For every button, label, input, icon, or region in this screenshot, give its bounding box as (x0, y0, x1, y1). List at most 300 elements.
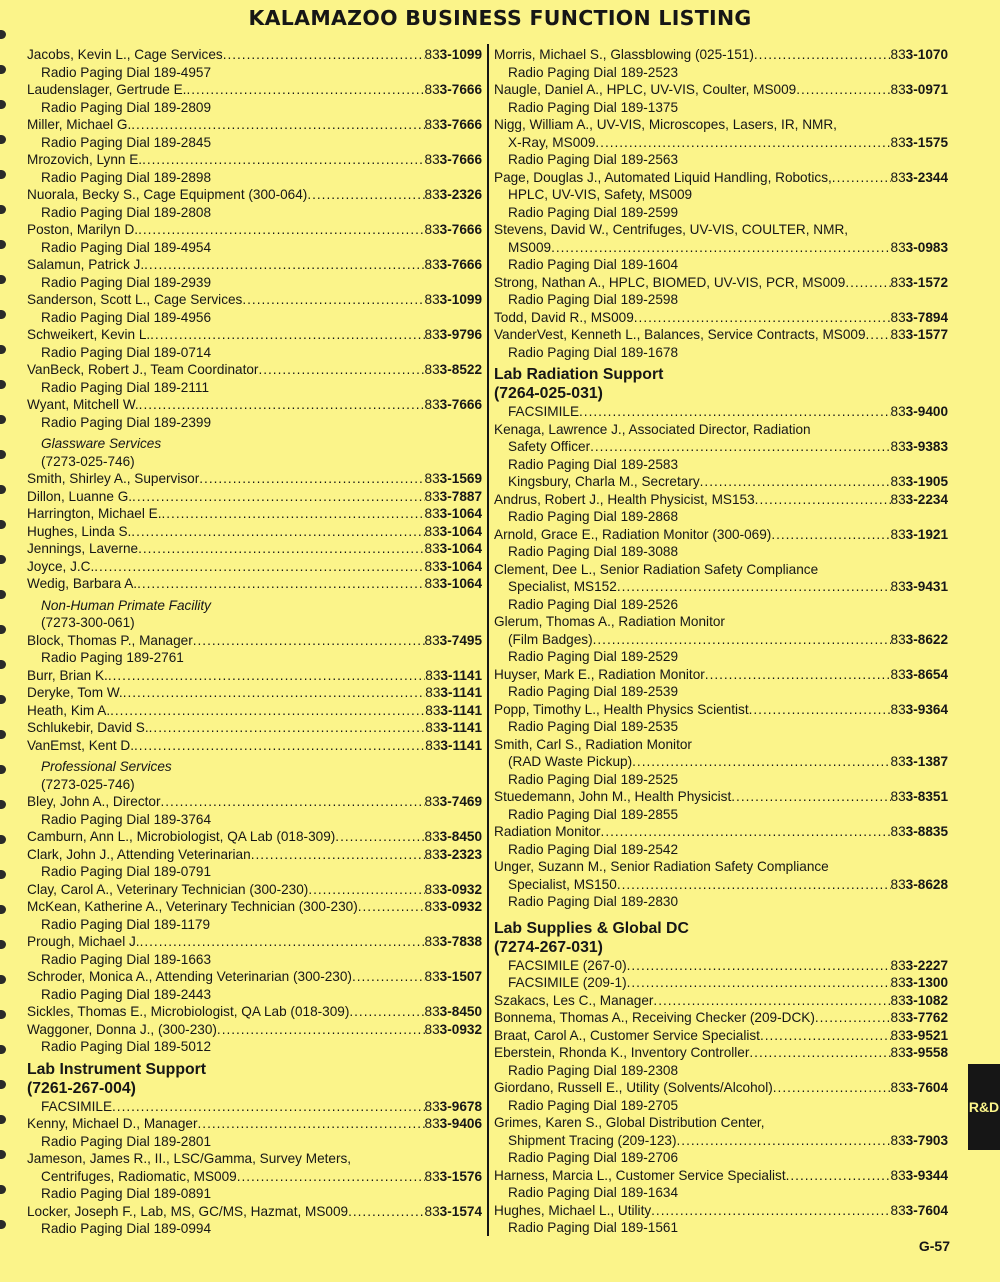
dot-leader (223, 46, 425, 64)
listing-entry (494, 274, 948, 292)
entry-phone: 833-9558 (890, 1045, 948, 1060)
dot-leader (677, 1132, 891, 1150)
paging-line: Radio Paging Dial 189-2308 (508, 1062, 679, 1078)
paging-line: Radio Paging Dial 189-2830 (508, 894, 679, 909)
listing-entry (27, 632, 482, 650)
entry-phone: 833-8622 (890, 631, 948, 647)
dot-leader (131, 523, 424, 541)
entry-phone: 833-2323 (424, 846, 482, 862)
dot-leader (134, 737, 425, 755)
entry-phone: 833-9400 (890, 404, 948, 419)
binder-hole (0, 730, 6, 739)
entry-phone: 833-7604 (890, 1202, 948, 1218)
section-title: Lab Radiation Support (494, 366, 664, 383)
entry-name: Hughes, Michael L., Utility (494, 1202, 652, 1218)
listing-entry (27, 1115, 482, 1133)
listing-entry (494, 134, 948, 152)
entry-phone: 833-9678 (424, 1098, 482, 1114)
dot-leader (142, 151, 424, 169)
entry-name: Huyser, Mark E., Radiation Monitor (494, 666, 705, 682)
dot-leader (832, 169, 891, 187)
dot-leader (786, 1167, 891, 1185)
entry-phone: 833-1569 (424, 471, 482, 486)
subsection-code: (7273-025-746) (41, 453, 135, 469)
entry-name: Strong, Nathan A., HPLC, BIOMED, UV-VIS, PCR, MS009 (494, 274, 846, 290)
entry-name: MS009 (508, 239, 552, 255)
entry-phone: 833-1300 (890, 975, 948, 990)
entry-name: FACSIMILE (209-1) (508, 975, 627, 990)
entry-phone: 833-1099 (424, 292, 482, 307)
binder-hole (0, 1185, 6, 1194)
dot-leader (349, 1003, 424, 1021)
dot-leader (186, 81, 424, 99)
paging-line: Radio Paging Dial 189-0994 (41, 1221, 212, 1236)
listing-entry (494, 473, 948, 491)
listing-block (27, 46, 482, 431)
listing-entry (27, 151, 482, 169)
dot-leader (595, 134, 890, 152)
listing-entry (27, 719, 482, 737)
section-title: Lab Instrument Support (27, 1060, 207, 1078)
binder-holes (0, 30, 8, 1250)
entry-name: X-Ray, MS009 (508, 134, 596, 150)
entry-phone: 833-9796 (424, 327, 482, 342)
listing-entry (27, 1098, 482, 1116)
dot-leader (632, 753, 890, 771)
dot-leader (160, 793, 424, 811)
listing-entry (27, 702, 482, 720)
entry-phone: 833-0983 (890, 239, 948, 255)
binder-hole (0, 835, 6, 844)
entry-name: Poston, Marilyn D. (27, 222, 139, 237)
entry-name: Andrus, Robert J., Health Physicist, MS153 (494, 491, 755, 507)
left-column (27, 46, 482, 1238)
paging-line: Radio Paging Dial 189-2111 (41, 379, 210, 395)
listing-entry (27, 737, 482, 755)
dot-leader (139, 396, 425, 414)
entry-name: Centrifuges, Radiomatic, MS009 (41, 1168, 237, 1184)
entry-name: Jennings, Laverne (27, 541, 139, 556)
listing-entry (494, 1044, 948, 1062)
entry-phone: 833-2326 (424, 187, 482, 202)
dot-leader (308, 881, 424, 899)
paging-line: Radio Paging 189-2761 (41, 650, 184, 665)
paging-line: Radio Paging Dial 189-0891 (41, 1186, 212, 1201)
paging-line: Radio Paging Dial 189-2526 (508, 596, 679, 612)
section-code: (7274-267-031) (494, 938, 603, 956)
dot-leader (601, 823, 891, 841)
binder-hole (0, 240, 6, 249)
entry-text: Unger, Suzann M., Senior Radiation Safety Compliance (494, 859, 829, 874)
entry-name: Smith, Shirley A., Supervisor (27, 471, 200, 486)
entry-name: Shipment Tracing (209-123) (508, 1132, 677, 1148)
paging-line: Radio Paging Dial 189-1561 (508, 1220, 679, 1235)
entry-phone: 833-7666 (424, 222, 482, 237)
entry-phone: 833-1921 (890, 526, 948, 542)
entry-name: Page, Douglas J., Automated Liquid Handling, Robotics, (494, 169, 832, 185)
listing-entry (494, 1202, 948, 1220)
entry-name: Locker, Joseph F., Lab, MS, GC/MS, Hazmat, MS009 (27, 1203, 349, 1219)
listing-entry (27, 505, 482, 523)
section-code: (7264-025-031) (494, 385, 603, 402)
listing-entry (27, 116, 482, 134)
listing-entry (27, 488, 482, 506)
paging-line: Radio Paging Dial 189-2443 (41, 986, 212, 1002)
section-tab: R&D (968, 1064, 1000, 1150)
listing-entry (494, 992, 948, 1010)
listing-entry (27, 46, 482, 64)
entry-name: Giordano, Russell E., Utility (Solvents/Alcohol) (494, 1080, 773, 1095)
paging-line: Radio Paging Dial 189-0791 (41, 864, 212, 879)
binder-hole (0, 555, 6, 564)
dot-leader (617, 876, 891, 894)
binder-hole (0, 1080, 6, 1089)
entry-phone: 833-7604 (890, 1080, 948, 1095)
entry-phone: 833-0932 (424, 1021, 482, 1037)
entry-phone: 833-0971 (890, 82, 948, 97)
binder-hole (0, 380, 6, 389)
listing-block (27, 793, 482, 1056)
listing-entry (494, 578, 948, 596)
dot-leader (749, 701, 891, 719)
entry-name: McKean, Katherine A., Veterinary Technician (300-230) (27, 899, 358, 914)
right-column (494, 46, 948, 1237)
paging-line: Radio Paging Dial 189-2868 (508, 509, 679, 524)
listing-entry (494, 309, 948, 327)
paging-line: Radio Paging Dial 189-2525 (508, 771, 679, 787)
listing-entry (27, 933, 482, 951)
paging-line: Radio Paging Dial 189-2705 (508, 1097, 679, 1113)
entry-name: (RAD Waste Pickup) (508, 754, 633, 769)
entry-name: Nuorala, Becky S., Cage Equipment (300-064) (27, 187, 308, 202)
entry-name: Heath, Kim A. (27, 702, 111, 718)
entry-name: Harness, Marcia L., Customer Service Specialist (494, 1167, 786, 1183)
listing-entry (494, 326, 948, 344)
entry-phone: 833-1064 (424, 541, 482, 556)
listing-entry (27, 1021, 482, 1039)
entry-name: Sanderson, Scott L., Cage Services (27, 292, 243, 307)
paging-line: Radio Paging Dial 189-2898 (41, 169, 212, 185)
paging-line: Radio Paging Dial 189-4957 (41, 64, 212, 80)
paging-line: Radio Paging Dial 189-2529 (508, 649, 679, 664)
entry-phone: 833-7838 (424, 934, 482, 949)
entry-text: Clement, Dee L., Senior Radiation Safety Compliance (494, 561, 819, 577)
listing-entry (27, 396, 482, 414)
listing-entry (27, 291, 482, 309)
listing-entry (27, 1168, 482, 1186)
listing-entry (494, 666, 948, 684)
binder-hole (0, 625, 6, 634)
entry-phone: 833-2234 (890, 491, 948, 507)
dot-leader (108, 667, 425, 685)
paging-line: Radio Paging Dial 189-3764 (41, 811, 212, 827)
entry-name: Todd, David R., MS009 (494, 309, 634, 325)
listing-entry (494, 491, 948, 509)
dot-leader (251, 846, 425, 864)
listing-entry (27, 326, 482, 344)
listing-entry (494, 631, 948, 649)
dot-leader (137, 575, 424, 593)
dot-leader (700, 473, 891, 491)
dot-leader (796, 81, 890, 99)
entry-name: Morris, Michael S., Glassblowing (025-151) (494, 47, 754, 62)
entry-phone: 833-1064 (424, 558, 482, 574)
listing-entry (494, 81, 948, 99)
entry-phone: 833-7666 (424, 82, 482, 97)
dot-leader (217, 1021, 425, 1039)
dot-leader (131, 116, 424, 134)
entry-name: VanderVest, Kenneth L., Balances, Service Contracts, MS009 (494, 327, 866, 342)
dot-leader (754, 46, 891, 64)
dot-leader (771, 526, 890, 544)
entry-phone: 833-1507 (424, 969, 482, 984)
listing-entry (494, 823, 948, 841)
entry-phone: 833-1141 (425, 737, 482, 753)
binder-hole (0, 310, 6, 319)
entry-phone: 833-0932 (424, 881, 482, 897)
entry-phone: 833-9521 (890, 1027, 948, 1043)
entry-phone: 833-9344 (890, 1167, 948, 1183)
listing-entry (27, 186, 482, 204)
entry-phone: 833-9383 (890, 439, 948, 454)
dot-leader (198, 1115, 425, 1133)
entry-name: Wyant, Mitchell W. (27, 397, 139, 412)
paging-line: Radio Paging Dial 189-2523 (508, 64, 679, 80)
entry-phone: 833-7887 (424, 488, 482, 504)
dot-leader (138, 221, 424, 239)
entry-name: Radiation Monitor (494, 824, 601, 839)
entry-name: Bonnema, Thomas A., Receiving Checker (209-DCK) (494, 1010, 815, 1025)
paging-line: Radio Paging Dial 189-1179 (41, 916, 211, 932)
paging-line: Radio Paging Dial 189-2535 (508, 719, 679, 734)
entry-name: Eberstein, Rhonda K., Inventory Controller (494, 1045, 750, 1060)
binder-hole (0, 765, 6, 774)
entry-phone: 833-1099 (424, 47, 482, 62)
entry-name: Clark, John J., Attending Veterinarian (27, 846, 251, 862)
binder-hole (0, 1115, 6, 1124)
entry-name: Miller, Michael G. (27, 117, 132, 132)
binder-hole (0, 100, 6, 109)
entry-phone: 833-1577 (890, 327, 948, 342)
listing-entry (27, 470, 482, 488)
binder-hole (0, 485, 6, 494)
listing-block (494, 403, 948, 911)
listing-entry (27, 221, 482, 239)
entry-phone: 833-1905 (890, 474, 948, 489)
dot-leader (579, 403, 891, 421)
section-title: Lab Supplies & Global DC (494, 919, 689, 937)
listing-entry (494, 974, 948, 992)
paging-line: Radio Paging Dial 189-4956 (41, 309, 212, 325)
entry-phone: 833-1070 (890, 47, 948, 62)
dot-leader (149, 719, 426, 737)
entry-name: Specialist, MS150 (508, 876, 617, 892)
binder-hole (0, 1220, 6, 1229)
binder-hole (0, 905, 6, 914)
listing-entry (27, 558, 482, 576)
entry-name: (Film Badges) (508, 631, 593, 647)
listing-entry (494, 876, 948, 894)
entry-phone: 833-9364 (890, 701, 948, 717)
dot-leader (617, 578, 891, 596)
paging-line: Radio Paging Dial 189-2542 (508, 841, 679, 857)
listing-block (494, 957, 948, 1237)
dot-leader (651, 1202, 890, 1220)
entry-name: VanBeck, Robert J., Team Coordinator (27, 362, 259, 377)
listing-entry (27, 256, 482, 274)
listing-block (27, 470, 482, 593)
listing-block (494, 46, 948, 361)
paging-line: Radio Paging Dial 189-5012 (41, 1039, 212, 1054)
entry-text: Grimes, Karen S., Global Distribution Center, (494, 1115, 765, 1130)
binder-hole (0, 695, 6, 704)
entry-phone: 833-1064 (424, 523, 482, 539)
entry-name: Hughes, Linda S. (27, 523, 132, 539)
entry-phone: 833-0932 (424, 899, 482, 914)
entry-name: Sickles, Thomas E., Microbiologist, QA Lab (018-309) (27, 1004, 350, 1019)
entry-phone: 833-7903 (890, 1132, 948, 1148)
dot-leader (348, 1203, 424, 1221)
entry-name: Prough, Michael J. (27, 934, 140, 949)
binder-hole (0, 975, 6, 984)
entry-phone: 833-1141 (425, 685, 482, 700)
binder-hole (0, 345, 6, 354)
listing-entry (27, 523, 482, 541)
page-number: G-57 (918, 1238, 950, 1254)
binder-hole (0, 800, 6, 809)
listing-entry (494, 1079, 948, 1097)
entry-phone: 833-7666 (424, 397, 482, 412)
subsection-title: Non-Human Primate Facility (41, 597, 211, 613)
entry-name: Popp, Timothy L., Health Physics Scientist (494, 701, 749, 717)
listing-entry (27, 667, 482, 685)
listing-entry (494, 788, 948, 806)
listing-entry (27, 968, 482, 986)
entry-name: Jacobs, Kevin L., Cage Services (27, 47, 223, 62)
binder-hole (0, 135, 6, 144)
paging-line: Radio Paging Dial 189-4954 (41, 239, 212, 255)
entry-name: Safety Officer (508, 439, 591, 454)
entry-name: FACSIMILE (267-0) (508, 957, 627, 973)
entry-name: Szakacs, Les C., Manager (494, 992, 654, 1008)
entry-phone: 833-1574 (424, 1203, 482, 1219)
entry-name: Schroder, Monica A., Attending Veterinarian (300-230) (27, 969, 352, 984)
dot-leader (123, 684, 426, 702)
dot-leader (358, 898, 425, 916)
binder-hole (0, 940, 6, 949)
dot-leader (144, 256, 424, 274)
dot-leader (161, 505, 424, 523)
entry-phone: 833-1141 (425, 667, 482, 683)
dot-leader (335, 828, 424, 846)
paging-line: Radio Paging Dial 189-1678 (508, 344, 679, 360)
entry-name: Camburn, Ann L., Microbiologist, QA Lab (018-309) (27, 829, 336, 844)
entry-phone: 833-8450 (424, 829, 482, 844)
entry-phone: 833-8522 (424, 362, 482, 377)
entry-name: Deryke, Tom W. (27, 685, 123, 700)
listing-entry (27, 575, 482, 593)
entry-phone: 833-7894 (890, 309, 948, 325)
listing-entry (494, 701, 948, 719)
binder-hole (0, 205, 6, 214)
binder-hole (0, 1010, 6, 1019)
entry-phone: 833-1575 (890, 134, 948, 150)
listing-block (27, 632, 482, 755)
entry-phone: 833-7666 (424, 117, 482, 132)
entry-name: Laudenslager, Gertrude E. (27, 82, 187, 97)
entry-name: Block, Thomas P., Manager (27, 632, 193, 648)
section-code: (7261-267-004) (27, 1079, 136, 1097)
subsection-title: Glassware Services (41, 436, 162, 451)
dot-leader (705, 666, 891, 684)
paging-line: Radio Paging Dial 189-2539 (508, 684, 679, 699)
listing-entry (27, 793, 482, 811)
dot-leader (150, 326, 424, 344)
entry-name: FACSIMILE (41, 1098, 113, 1114)
listing-entry (27, 828, 482, 846)
listing-entry (494, 753, 948, 771)
binder-hole (0, 660, 6, 669)
dot-leader (653, 992, 890, 1010)
entry-phone: 833-2344 (890, 169, 948, 185)
dot-leader (307, 186, 424, 204)
paging-line: Radio Paging Dial 189-2598 (508, 292, 679, 307)
binder-hole (0, 65, 6, 74)
entry-name: Kenny, Michael D., Manager (27, 1116, 198, 1131)
entry-text: Stevens, David W., Centrifuges, UV-VIS, COULTER, NMR, (494, 222, 849, 237)
binder-hole (0, 1045, 6, 1054)
subsection-code: (7273-025-746) (41, 776, 135, 792)
entry-phone: 833-1141 (425, 720, 482, 735)
subsection-code: (7273-300-061) (41, 615, 135, 630)
entry-name: FACSIMILE (508, 404, 580, 419)
entry-name: Waggoner, Donna J., (300-230) (27, 1021, 217, 1037)
binder-hole (0, 450, 6, 459)
entry-phone: 833-2227 (890, 957, 948, 973)
listing-entry (27, 898, 482, 916)
entry-phone: 833-7469 (424, 794, 482, 809)
listing-entry (27, 81, 482, 99)
entry-name: Joyce, J.C. (27, 558, 95, 574)
paging-line: Radio Paging Dial 189-2399 (41, 414, 212, 430)
dot-leader (866, 326, 891, 344)
binder-hole (0, 30, 6, 39)
dot-leader (845, 274, 890, 292)
dot-leader (199, 470, 424, 488)
paging-line: Radio Paging Dial 189-2808 (41, 204, 212, 220)
dot-leader (815, 1009, 891, 1027)
binder-hole (0, 870, 6, 879)
entry-text: Smith, Carl S., Radiation Monitor (494, 736, 692, 752)
dot-leader (731, 788, 890, 806)
listing-entry (27, 881, 482, 899)
paging-line: Radio Paging Dial 189-3088 (508, 544, 679, 559)
entry-text: Glerum, Thomas A., Radiation Monitor (494, 614, 725, 629)
entry-phone: 833-8835 (890, 824, 948, 839)
dot-leader (551, 239, 890, 257)
binder-hole (0, 590, 6, 599)
entry-phone: 833-7495 (424, 632, 482, 648)
entry-phone: 833-1572 (890, 274, 948, 290)
paging-line: Radio Paging Dial 189-1604 (508, 257, 679, 272)
entry-phone: 833-8351 (890, 789, 948, 804)
dot-leader (749, 1044, 890, 1062)
listing-entry (494, 957, 948, 975)
entry-name: Wedig, Barbara A. (27, 576, 138, 591)
entry-phone: 833-1141 (425, 702, 482, 718)
dot-leader (140, 933, 425, 951)
paging-line: Radio Paging Dial 189-1375 (508, 99, 679, 115)
